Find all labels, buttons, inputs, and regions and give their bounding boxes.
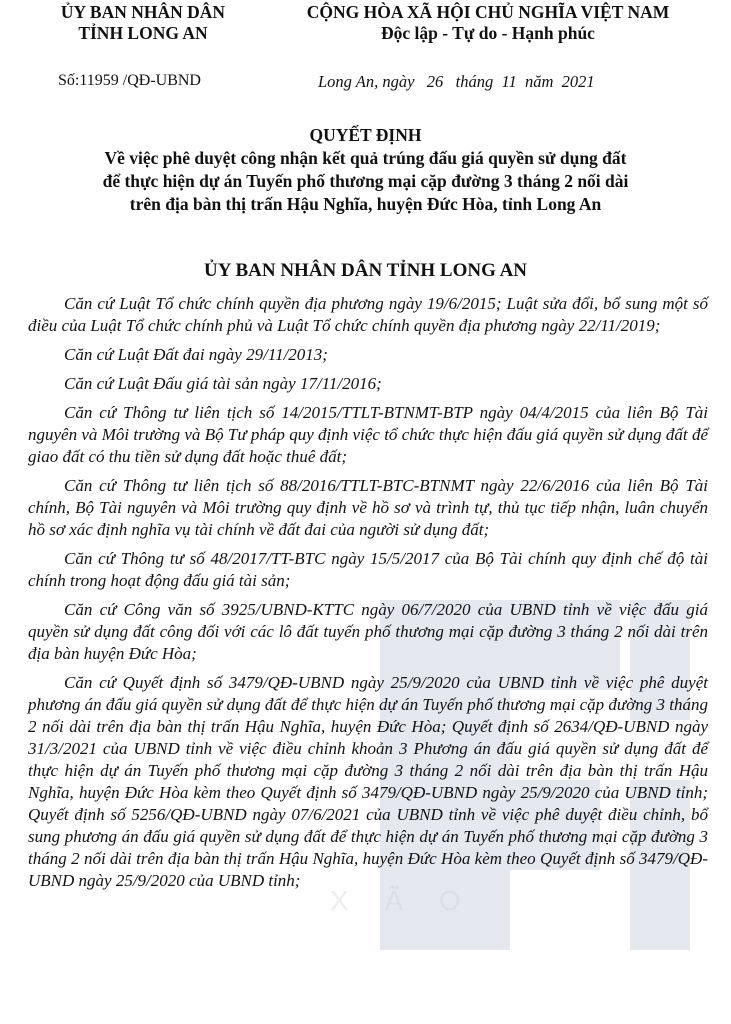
document-body [28,293,708,899]
title-line: Về việc phê duyệt công nhận kết quả trúng đấu giá quyền sử dụng đất [104,148,627,168]
title-line: để thực hiện dự án Tuyến phố thương mại cặp đường 3 tháng 2 nối dài [102,171,629,191]
agency-line1: ỦY BAN NHÂN DÂN [60,2,226,22]
national-motto: Độc lập - Tự do - Hạnh phúc [381,23,595,43]
legal-basis-paragraph: Căn cứ Luật Đấu giá tài sản ngày 17/11/2016; [64,374,382,393]
legal-basis-paragraph: Căn cứ Công văn số 3925/UBND-KTTC ngày 06/7/2020 của UBND tỉnh về việc đấu giá quyền sử dụng đất công đối với các lô đất tuyến phố thương mại cặp đường 3 tháng 2 nối dài trên địa bàn huyện Đức Hòa; [28,600,708,663]
document-header [0,2,731,102]
document-number: Số:11959 /QĐ-UBND [58,72,201,89]
place-date: Long An, ngày 26 tháng 11 năm 2021 [318,72,595,91]
agency-block [38,2,248,44]
watermark-text: X Ã O [330,885,475,916]
title-heading: QUYẾT ĐỊNH [309,125,422,145]
decision-title [20,124,711,216]
nation-name: CỘNG HÒA XÃ HỘI CHỦ NGHĨA VIỆT NAM [306,2,670,22]
national-block [268,2,708,44]
legal-basis-paragraph: Căn cứ Thông tư liên tịch số 88/2016/TTLT-BTC-BTNMT ngày 22/6/2016 của liên Bộ Tài chính, Bộ Tài nguyên và Môi trường quy định về hồ sơ và trình tự, thủ tục tiếp nhận, luân chuyển hồ sơ xác định nghĩa vụ tài chính về đất đai của người sử dụng đất; [28,476,708,539]
legal-basis-paragraph: Căn cứ Thông tư số 48/2017/TT-BTC ngày 15/5/2017 của Bộ Tài chính quy định chế độ tài chính trong hoạt động đấu giá tài sản; [28,549,708,590]
legal-basis-paragraph: Căn cứ Luật Đất đai ngày 29/11/2013; [64,345,328,364]
issuing-authority: ỦY BAN NHÂN DÂN TỈNH LONG AN [203,260,528,281]
legal-basis-paragraph: Căn cứ Luật Tổ chức chính quyền địa phương ngày 19/6/2015; Luật sửa đổi, bổ sung một số điều của Luật Tổ chức chính phủ và Luật Tổ chức chính quyền địa phương ngày 22/11/2019; [28,294,708,335]
agency-line2: TỈNH LONG AN [78,23,208,43]
title-line: trên địa bàn thị trấn Hậu Nghĩa, huyện Đức Hòa, tỉnh Long An [129,194,602,214]
legal-basis-paragraph: Căn cứ Thông tư liên tịch số 14/2015/TTLT-BTNMT-BTP ngày 04/4/2015 của liên Bộ Tài nguyên và Môi trường và Bộ Tư pháp quy định việc tổ chức thực hiện đấu giá quyền sử dụng đất để giao đất có thu tiền sử dụng đất hoặc thuê đất; [28,403,708,466]
legal-basis-paragraph: Căn cứ Quyết định số 3479/QĐ-UBND ngày 25/9/2020 của UBND tỉnh về việc phê duyệt phương án đấu giá quyền sử dụng đất để thực hiện dự án Tuyến phố thương mại cặp đường 3 tháng 2 nối dài trên địa bàn thị trấn Hậu Nghĩa, huyện Đức Hòa; Quyết định số 2634/QĐ-UBND ngày 31/3/2021 của UBND tỉnh về việc điều chỉnh khoản 3 Phương án đấu giá quyền sử dụng đất để thực hiện dự án Tuyến phố thương mại cặp đường 3 tháng 2 nối dài trên địa bàn thị trấn Hậu Nghĩa, huyện Đức Hòa kèm theo Quyết định số 3479/QĐ-UBND ngày 25/9/2020 của UBND tỉnh; Quyết định số 5256/QĐ-UBND ngày 07/6/2021 của UBND tỉnh về việc phê duyệt điều chỉnh, bổ sung phương án đấu giá quyền sử dụng đất để thực hiện dự án Tuyến phố thương mại cặp đường 3 tháng 2 nối dài trên địa bàn thị trấn Hậu Nghĩa, huyện Đức Hòa kèm theo Quyết định số 3479/QĐ-UBND ngày 25/9/2020 của UBND tỉnh; [28,673,708,890]
